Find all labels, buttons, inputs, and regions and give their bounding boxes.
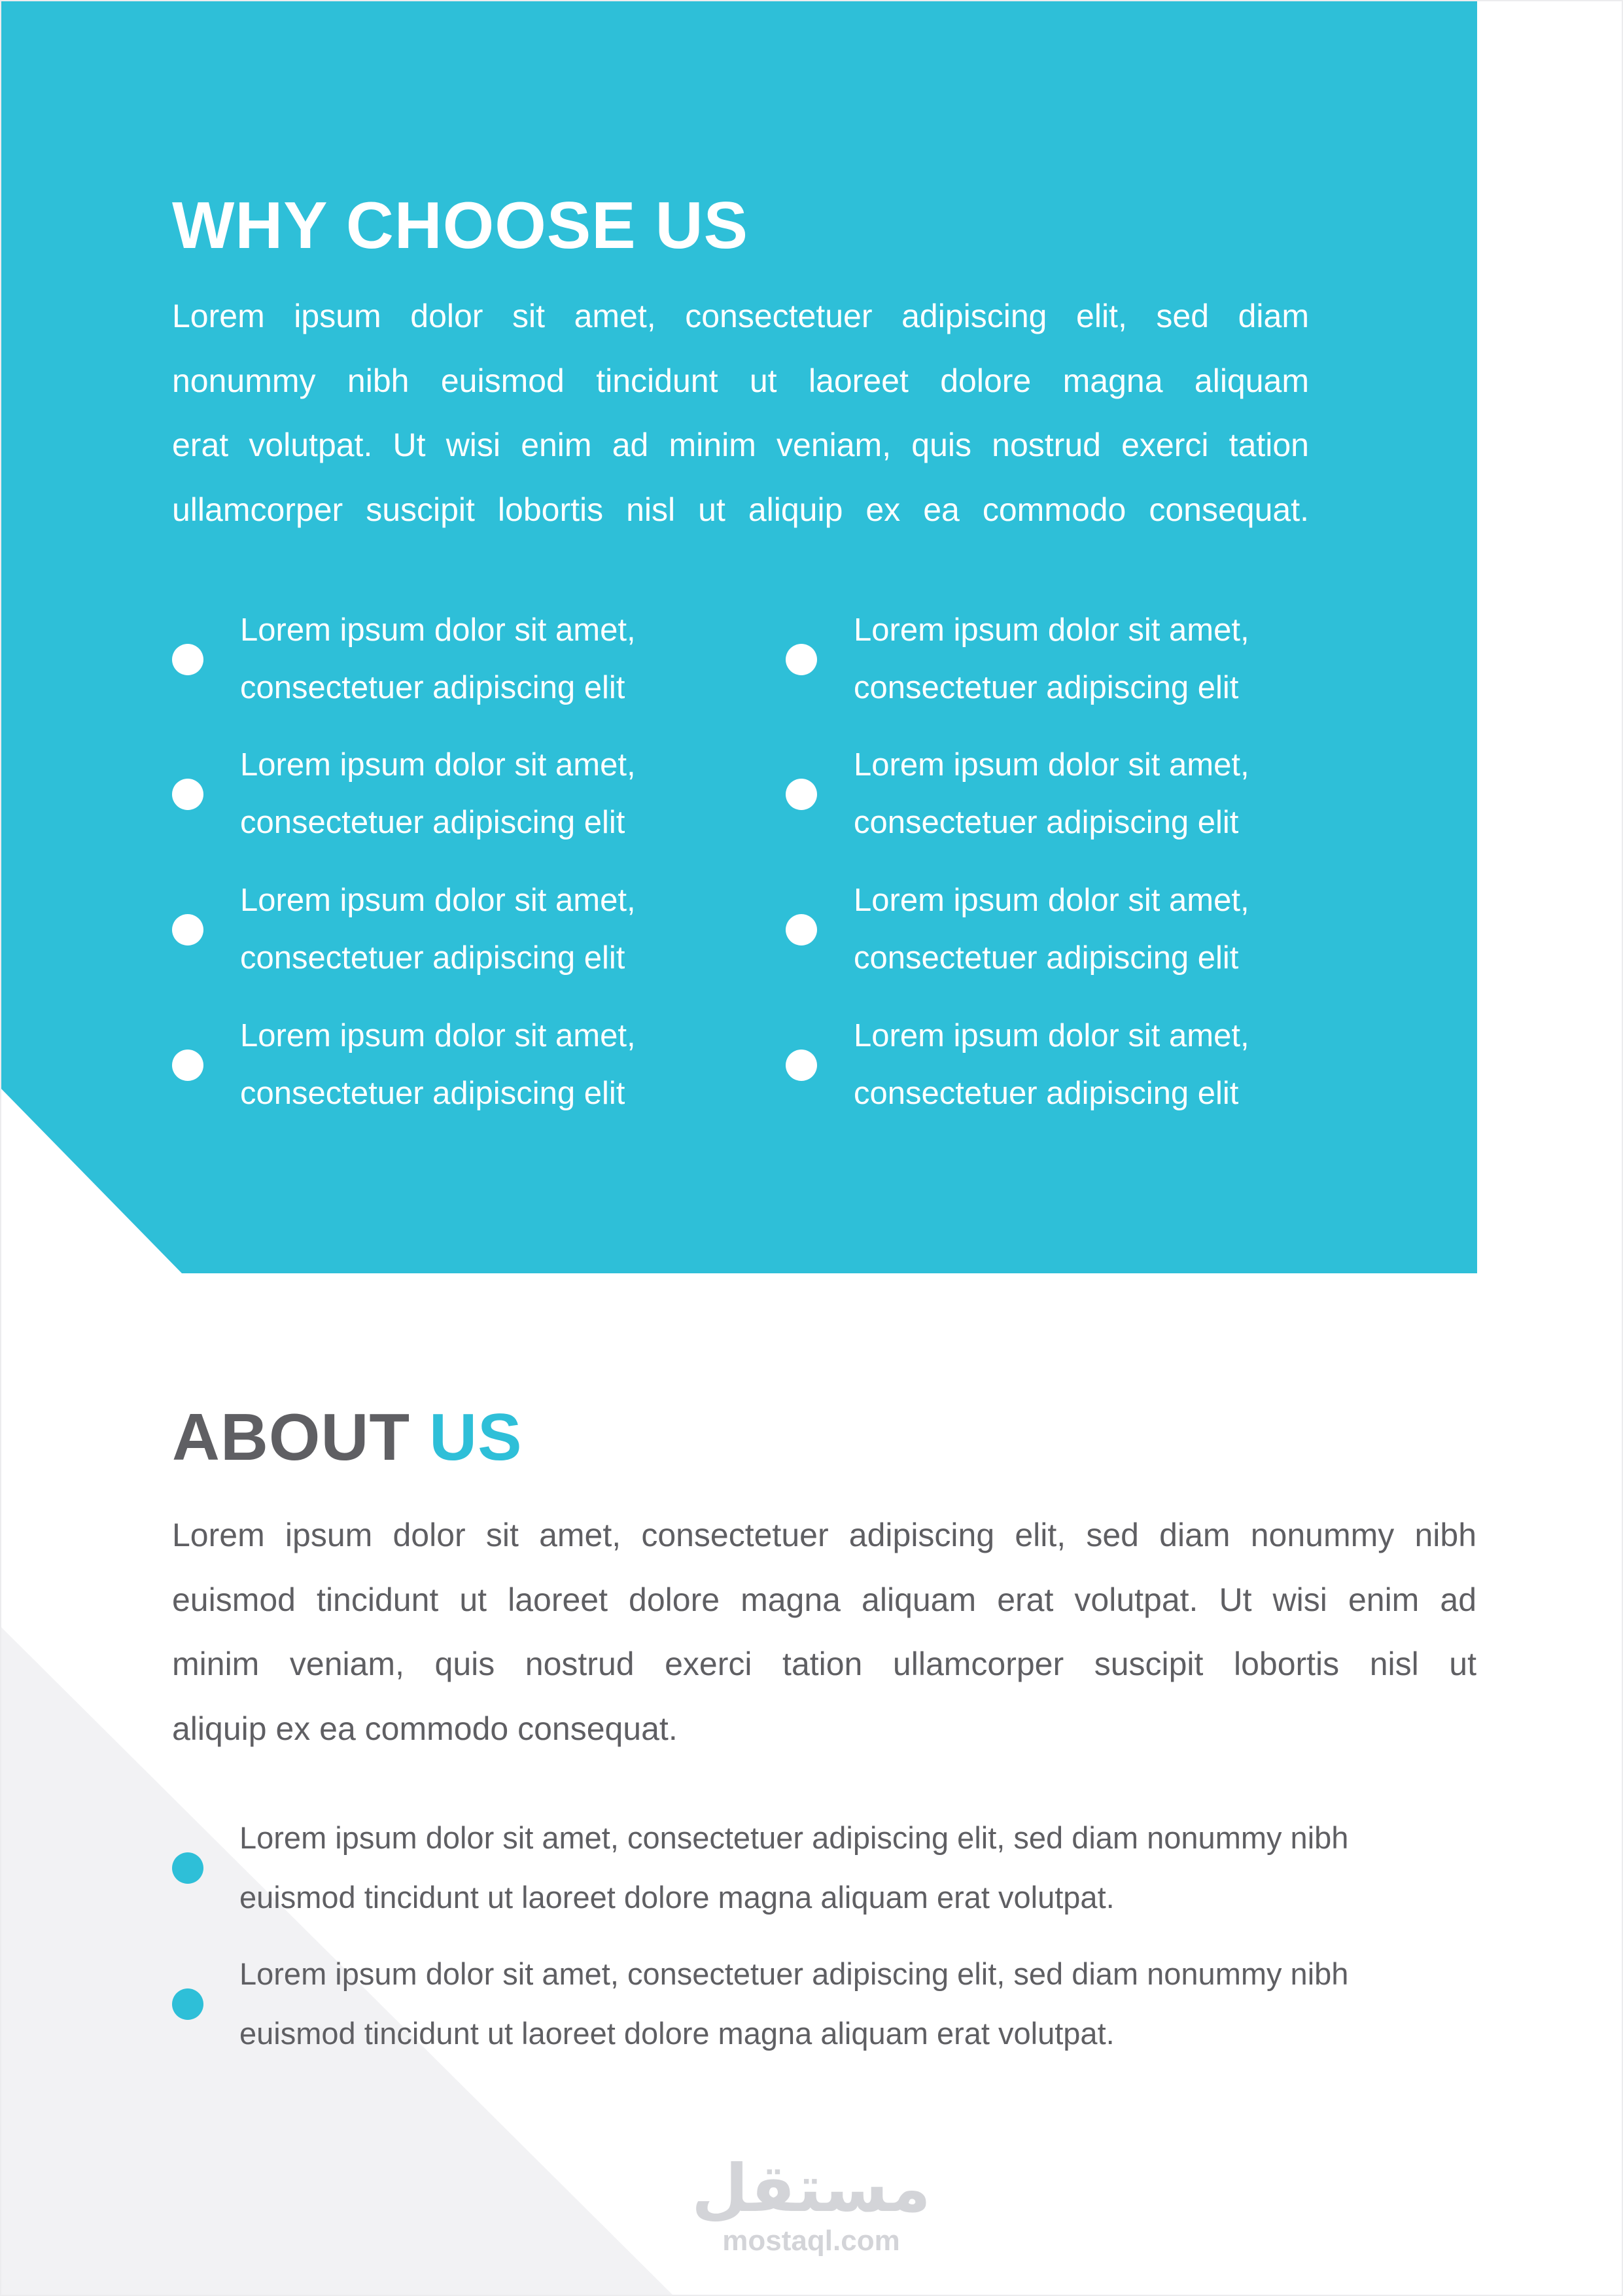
bullet-dot-icon <box>786 779 817 810</box>
bullet-text: Lorem ipsum dolor sit amet, consectetuer adipiscing elit <box>854 1018 1249 1111</box>
paragraph-line: erat volutpat. Ut wisi enim ad minim veniam, quis nostrud exerci tation <box>172 427 1309 463</box>
bullet-text: Lorem ipsum dolor sit amet, consectetuer adipiscing elit, sed diam nonummy nibh euismod tincidunt ut laoreet dolore magna aliquam erat volutpat. <box>239 1956 1349 2051</box>
bullet-text: Lorem ipsum dolor sit amet, consectetuer adipiscing elit <box>240 1018 636 1111</box>
bullet-text: Lorem ipsum dolor sit amet, consectetuer adipiscing elit <box>240 612 636 705</box>
why-bullet-item <box>172 736 722 851</box>
why-bullet-item <box>172 601 722 716</box>
bullet-text: Lorem ipsum dolor sit amet, consectetuer adipiscing elit <box>854 612 1249 705</box>
bullet-text: Lorem ipsum dolor sit amet, consectetuer adipiscing elit <box>854 747 1249 840</box>
mostaql-watermark <box>680 2150 942 2257</box>
bullet-text: Lorem ipsum dolor sit amet, consectetuer adipiscing elit, sed diam nonummy nibh euismod tincidunt ut laoreet dolore magna aliquam erat volutpat. <box>239 1820 1349 1915</box>
paragraph-line: ullamcorper suscipit lobortis nisl ut aliquip ex ea commodo consequat. <box>172 491 1309 528</box>
bullet-dot-icon <box>786 914 817 945</box>
why-bullet-item <box>786 601 1335 716</box>
bullet-text: Lorem ipsum dolor sit amet, consectetuer adipiscing elit <box>240 747 636 840</box>
bullet-dot-icon <box>172 644 203 675</box>
about-title-accent-word: US <box>429 1401 523 1474</box>
watermark-url: mostaql.com <box>722 2225 900 2257</box>
about-us-title <box>172 1398 522 1477</box>
paragraph-line: minim veniam, quis nostrud exerci tation ullamcorper suscipit lobortis nisl ut <box>172 1646 1476 1682</box>
about-bullet-item <box>172 1808 1480 1926</box>
bullet-dot-icon <box>172 914 203 945</box>
bullet-dot-icon <box>172 779 203 810</box>
paragraph-line: Lorem ipsum dolor sit amet, consectetuer adipiscing elit, sed diam <box>172 298 1309 334</box>
about-bullet-item <box>172 1944 1480 2062</box>
bullet-dot-icon <box>172 1988 203 2020</box>
about-us-paragraph <box>172 1503 1476 1761</box>
bullet-dot-icon <box>172 1852 203 1884</box>
why-bullet-item <box>786 736 1335 851</box>
paragraph-line: euismod tincidunt ut laoreet dolore magna aliquam erat volutpat. Ut wisi enim ad <box>172 1581 1476 1618</box>
paragraph-line: aliquip ex ea commodo consequat. <box>172 1710 678 1747</box>
why-choose-us-paragraph <box>172 284 1309 542</box>
bullet-dot-icon <box>172 1050 203 1081</box>
why-bullet-item <box>786 872 1335 987</box>
bullet-text: Lorem ipsum dolor sit amet, consectetuer adipiscing elit <box>240 883 636 976</box>
bullet-text: Lorem ipsum dolor sit amet, consectetuer adipiscing elit <box>854 883 1249 976</box>
bullet-dot-icon <box>786 1050 817 1081</box>
why-bullet-item <box>786 1007 1335 1122</box>
bullet-dot-icon <box>786 644 817 675</box>
paragraph-line: nonummy nibh euismod tincidunt ut laoreet dolore magna aliquam <box>172 362 1309 399</box>
about-title-word: ABOUT <box>172 1401 411 1474</box>
why-choose-us-title: WHY CHOOSE US <box>172 189 748 262</box>
watermark-arabic-logo: مستقل <box>691 2150 931 2227</box>
why-bullet-item <box>172 1007 722 1122</box>
why-bullet-item <box>172 872 722 987</box>
paragraph-line: Lorem ipsum dolor sit amet, consectetuer adipiscing elit, sed diam nonummy nibh <box>172 1517 1476 1553</box>
